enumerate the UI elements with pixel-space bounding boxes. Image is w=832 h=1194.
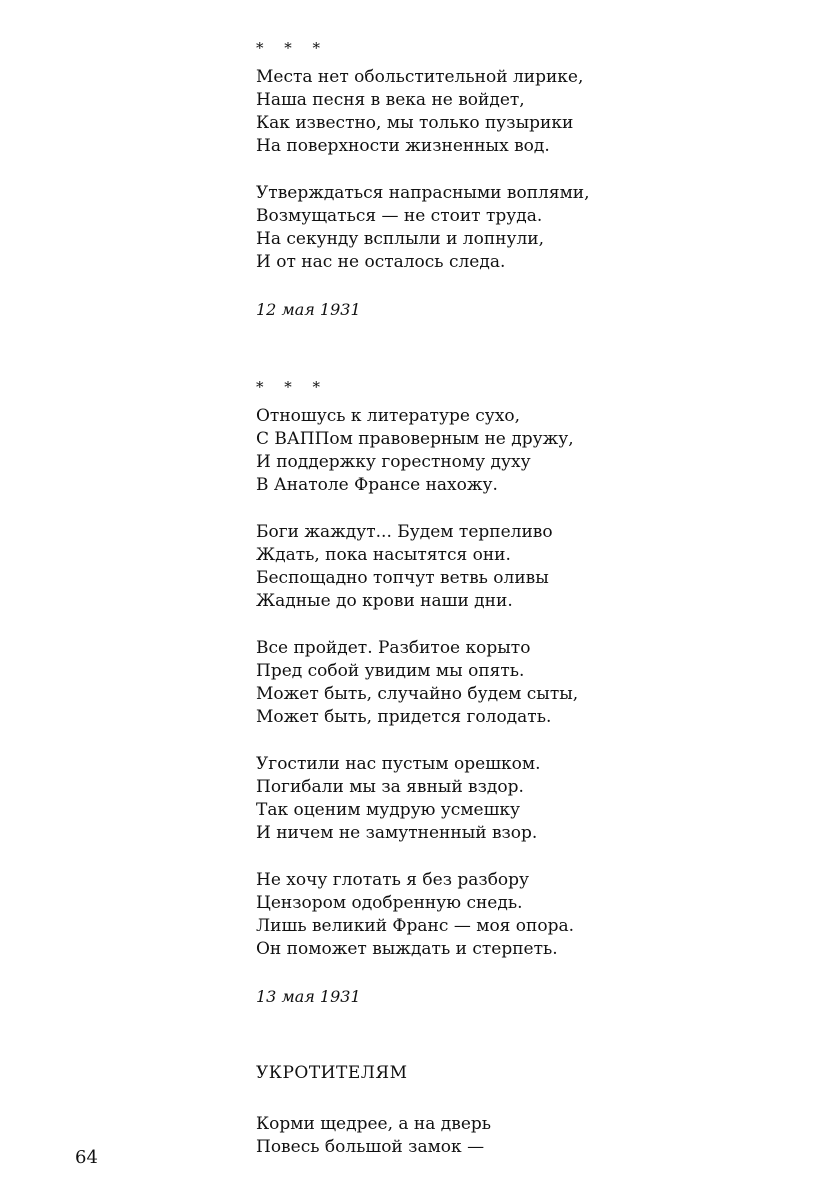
verse-line: Все пройдет. Разбитое корыто (256, 638, 531, 658)
page-number: 64 (75, 1147, 98, 1168)
verse-line: Не хочу глотать я без разбору (256, 870, 530, 890)
verse-line: Может быть, случайно будем сыты, (256, 684, 579, 704)
verse-line: И от нас не осталось следа. (256, 252, 506, 272)
verse-line: Может быть, придется голодать. (256, 707, 552, 727)
verse-line: Наша песня в века не войдет, (256, 90, 525, 110)
verse-line: Жадные до крови наши дни. (256, 591, 513, 611)
verse-line: Повесь большой замок — (256, 1137, 485, 1157)
verse-line: С ВАППом правоверным не дружу, (256, 429, 574, 449)
poem-separator-stars: * * * (256, 378, 329, 396)
verse-line: На поверхности жизненных вод. (256, 136, 550, 156)
verse-line: Беспощадно топчут ветвь оливы (256, 568, 549, 588)
stanza (256, 1113, 776, 1159)
text-column (256, 36, 776, 1183)
poem-date: 13 мая 1931 (256, 987, 361, 1006)
stanza (256, 66, 776, 158)
verse-line: Пред собой увидим мы опять. (256, 661, 525, 681)
poem (256, 1062, 776, 1159)
verse-line: Утверждаться напрасными воплями, (256, 183, 590, 203)
verse-line: Так оценим мудрую усмешку (256, 800, 521, 820)
verse-line: На секунду всплыли и лопнули, (256, 229, 545, 249)
verse-line: Возмущаться — не стоит труда. (256, 206, 543, 226)
verse-line: Погибали мы за явный вздор. (256, 777, 524, 797)
stanza (256, 405, 776, 497)
poem-title: УКРОТИТЕЛЯМ (256, 1063, 408, 1083)
stanza (256, 637, 776, 729)
stanza (256, 182, 776, 274)
verse-line: И ничем не замутненный взор. (256, 823, 538, 843)
poem-separator-stars: * * * (256, 39, 329, 57)
verse-line: Угостили нас пустым орешком. (256, 754, 541, 774)
stanza (256, 753, 776, 845)
verse-line: Отношусь к литературе сухо, (256, 406, 521, 426)
verse-line: Места нет обольстительной лирике, (256, 67, 584, 87)
verse-line: Корми щедрее, а на дверь (256, 1114, 492, 1134)
poem (256, 375, 776, 1008)
poem-date: 12 мая 1931 (256, 300, 361, 319)
verse-line: Он поможет выждать и стерпеть. (256, 939, 558, 959)
stanza (256, 521, 776, 613)
verse-line: Боги жаждут... Будем терпеливо (256, 522, 553, 542)
verse-line: И поддержку горестному духу (256, 452, 531, 472)
verse-line: Ждать, пока насытятся они. (256, 545, 511, 565)
verse-line: В Анатоле Франсе нахожу. (256, 475, 498, 495)
stanza (256, 869, 776, 961)
verse-line: Цензором одобренную снедь. (256, 893, 523, 913)
poem (256, 36, 776, 321)
verse-line: Лишь великий Франс — моя опора. (256, 916, 575, 936)
verse-line: Как известно, мы только пузырики (256, 113, 574, 133)
